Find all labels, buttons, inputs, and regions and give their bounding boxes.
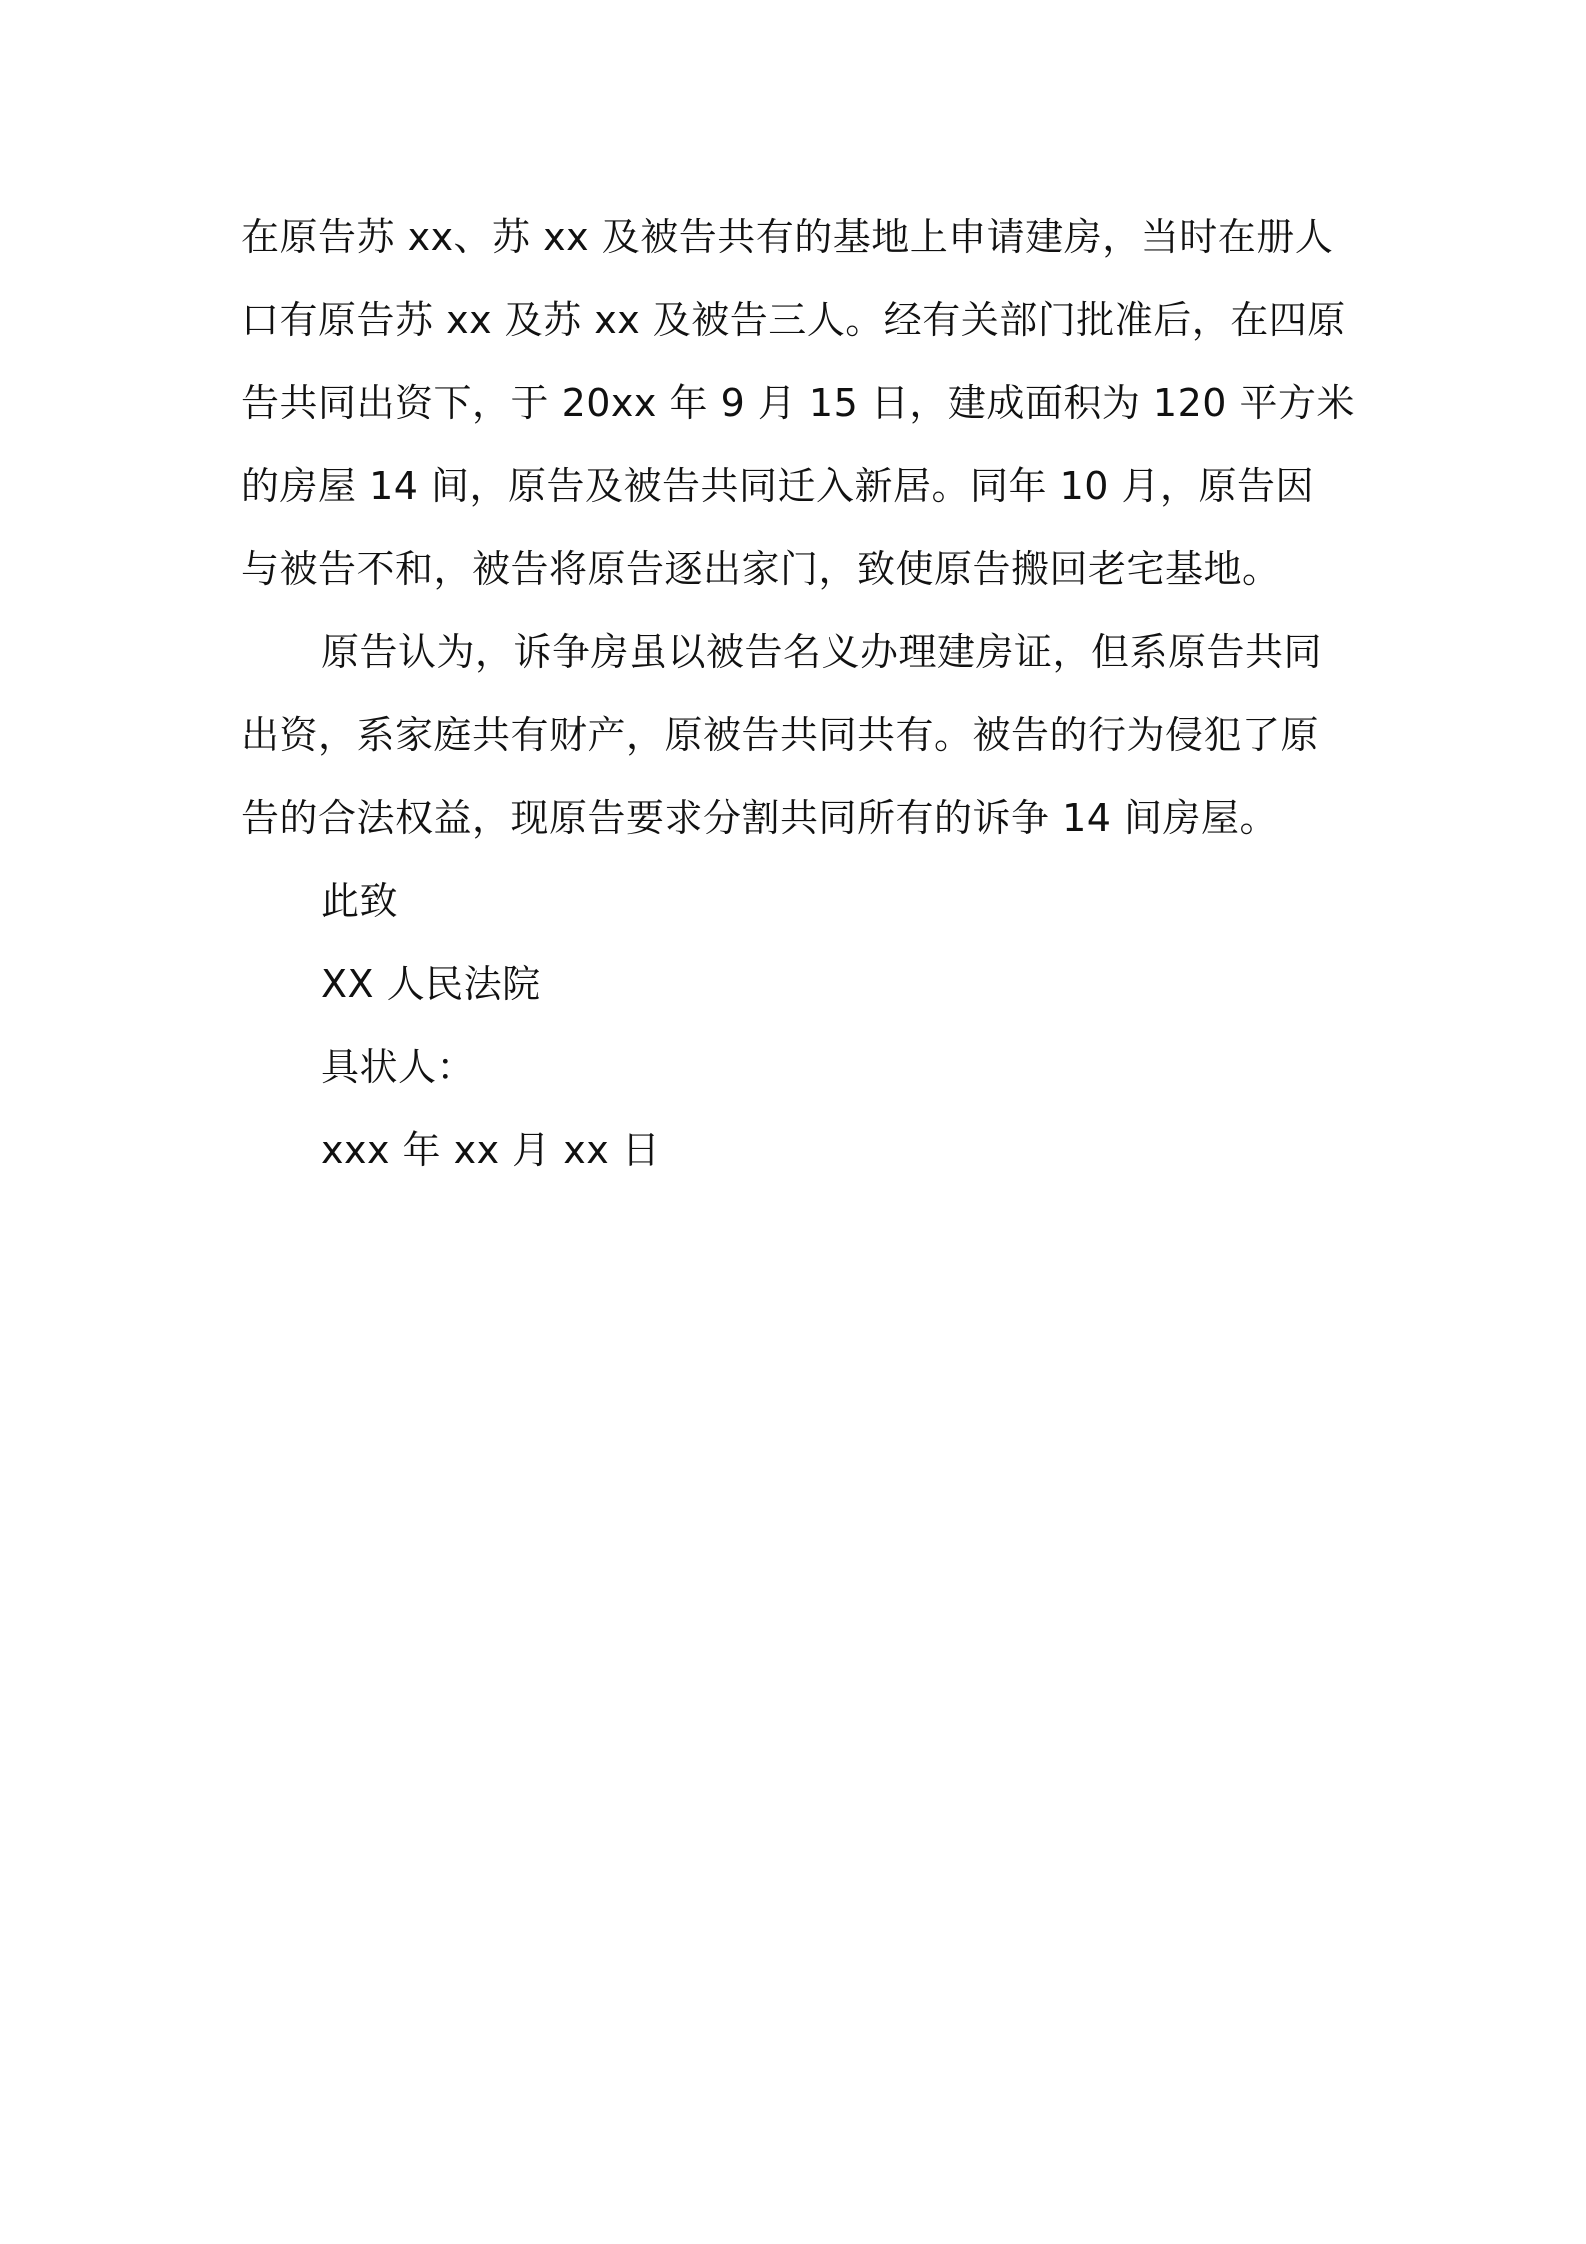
signer-label: 具状人：: [321, 1045, 476, 1089]
text-line: 告共同出资下，于 20xx 年 9 月 15 日，建成面积为 120 平方米: [241, 381, 1356, 425]
text-line: 的房屋 14 间，原告及被告共同迁入新居。同年 10 月，原告因: [241, 464, 1315, 508]
court-name: XX 人民法院: [321, 962, 541, 1006]
text-line: 出资，系家庭共有财产，原被告共同共有。被告的行为侵犯了原: [241, 713, 1320, 757]
document-date: xxx 年 xx 月 xx 日: [321, 1128, 661, 1172]
document-body: [241, 196, 1356, 1192]
text-line: 告的合法权益，现原告要求分割共同所有的诉争 14 间房屋。: [241, 796, 1279, 840]
paragraph-facts: [241, 196, 1356, 611]
text-line: 口有原告苏 xx 及苏 xx 及被告三人。经有关部门批准后，在四原: [241, 298, 1346, 342]
text-line: 与被告不和，被告将原告逐出家门，致使原告搬回老宅基地。: [241, 547, 1281, 591]
text-line: 原告认为，诉争房虽以被告名义办理建房证，但系原告共同: [321, 630, 1323, 674]
text-line: 在原告苏 xx、苏 xx 及被告共有的基地上申请建房，当时在册人: [241, 215, 1334, 259]
paragraph-claim: [241, 611, 1351, 860]
closing-salutation: 此致: [321, 879, 399, 923]
